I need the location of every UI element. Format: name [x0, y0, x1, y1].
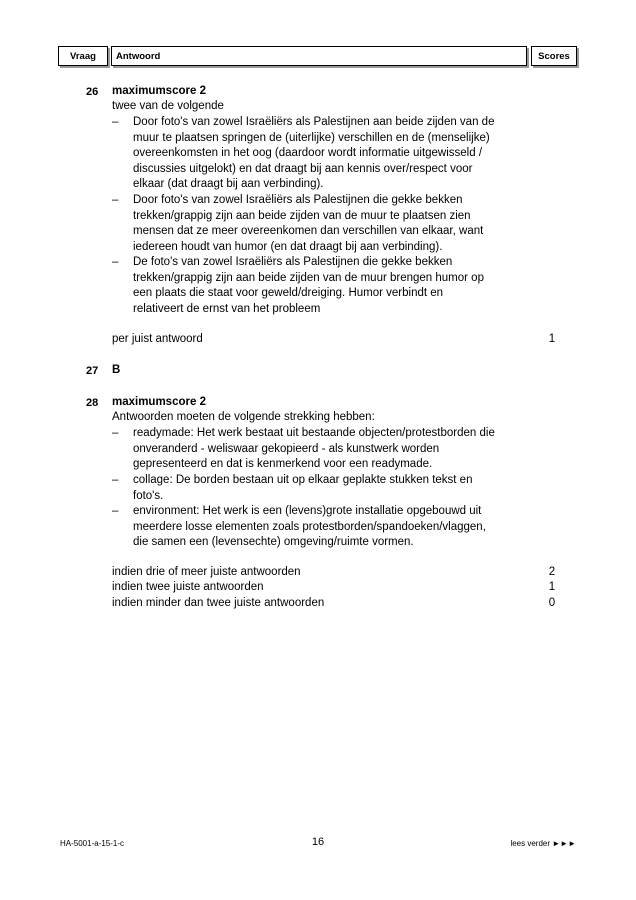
footer-next: lees verder ►►►: [510, 839, 576, 848]
scoring-label: indien twee juiste antwoorden: [112, 581, 264, 593]
item-line: meerdere losse elementen zoals protestborden/spandoeken/vlaggen,: [133, 520, 486, 533]
scoring-value: 1: [548, 333, 556, 345]
item-line: een plaats die staat voor geweld/dreiging. Humor verbindt en: [133, 287, 444, 300]
list-item: [133, 473, 533, 504]
header-scores: Scores: [531, 46, 577, 66]
list-bullet: –: [112, 427, 119, 439]
item-line: onveranderd - weliswaar gekopieerd - als kunstwerk worden: [133, 442, 440, 455]
item-line: environment: Het werk is een (levens)grote installatie opgebouwd uit: [133, 505, 482, 517]
question-intro: Antwoorden moeten de volgende strekking hebben:: [112, 411, 375, 423]
list-item: [133, 193, 533, 255]
list-bullet: –: [112, 194, 119, 206]
list-item: [133, 255, 533, 317]
list-item: [133, 504, 533, 551]
list-item: [133, 115, 533, 193]
item-line: die samen een (levensechte) omgeving/ruimte vormen.: [133, 536, 414, 549]
question-title: maximumscore 2: [112, 396, 206, 408]
item-line: overeenkomsten in het oog (daardoor wordt informatie uitgewisseld /: [133, 147, 483, 160]
question-number: 28: [86, 397, 99, 409]
item-line: elkaar (dat draagt bij aan verbinding).: [133, 178, 324, 191]
item-line: trekken/grappig zijn aan beide zijden van de muur brengen humor op: [133, 271, 484, 284]
question-answer: B: [112, 364, 121, 376]
list-bullet: –: [112, 474, 119, 486]
scoring-label: indien minder dan twee juiste antwoorden: [112, 597, 325, 609]
item-line: mensen dat ze meer overeenkomen dan verschillen van elkaar, want: [133, 225, 484, 238]
footer-code: HA-5001-a-15-1-c: [60, 839, 125, 848]
item-line: relativeert de ernst van het probleem: [133, 302, 321, 315]
item-line: Door foto's van zowel Israëliërs als Palestijnen aan beide zijden van de: [133, 116, 495, 128]
scoring-value: 2: [548, 566, 556, 578]
scoring-value: 0: [548, 597, 556, 609]
question-number: 26: [86, 86, 99, 98]
item-line: foto's.: [133, 489, 164, 502]
item-line: iedereen houdt van humor (en dat draagt bij aan verbinding).: [133, 240, 443, 253]
list-bullet: –: [112, 256, 119, 268]
scoring-label: indien drie of meer juiste antwoorden: [112, 566, 301, 578]
item-line: gepresenteerd en dat is kenmerkend voor een readymade.: [133, 458, 433, 471]
item-line: Door foto's van zowel Israëliërs als Palestijnen die gekke bekken: [133, 194, 463, 206]
question-intro: twee van de volgende: [112, 100, 224, 112]
item-line: readymade: Het werk bestaat uit bestaande objecten/protestborden die: [133, 427, 495, 439]
item-line: collage: De borden bestaan uit op elkaar geplakte stukken tekst en: [133, 474, 473, 486]
header-antwoord: Antwoord: [111, 46, 527, 66]
item-line: trekken/grappig zijn aan beide zijden van de muur te plaatsen zien: [133, 209, 471, 222]
item-line: discussies uitgelokt) en dat draagt bij aan kennis over/respect voor: [133, 162, 473, 175]
item-line: De foto's van zowel Israëliërs als Palestijnen die gekke bekken: [133, 256, 453, 268]
scoring-label: per juist antwoord: [112, 333, 203, 345]
list-item: [133, 426, 533, 473]
header-vraag: Vraag: [58, 46, 108, 66]
page-number: 16: [311, 836, 325, 848]
list-bullet: –: [112, 505, 119, 517]
scoring-value: 1: [548, 581, 556, 593]
list-bullet: –: [112, 116, 119, 128]
item-line: muur te plaatsen springen de (uiterlijke) verschillen en de (menselijke): [133, 131, 490, 144]
question-number: 27: [86, 365, 99, 377]
question-title: maximumscore 2: [112, 85, 206, 97]
